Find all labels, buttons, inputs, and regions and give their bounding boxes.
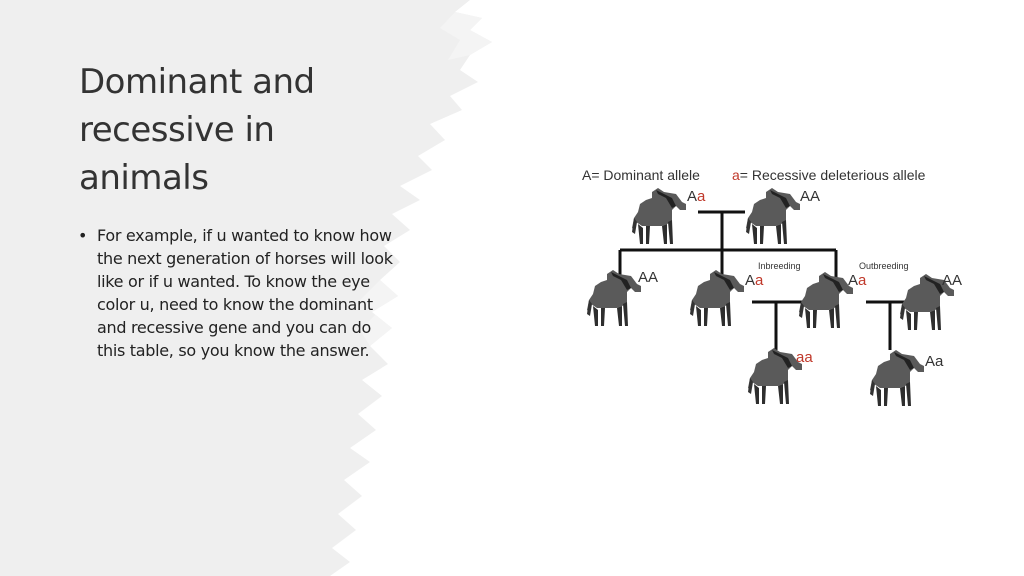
pedigree-diagram	[570, 150, 963, 420]
parent-2-genotype-upper: AA	[800, 188, 821, 205]
title-line-1: Dominant and	[79, 62, 315, 102]
offspring-horse-2-icon	[690, 270, 744, 326]
offspring-3-genotype-upper: A	[848, 272, 859, 289]
title-line-2: recessive in	[79, 110, 275, 150]
bullet-item	[76, 224, 396, 362]
bullet-text: For example, if u wanted to know how the next generation of horses will look like or if u wanted. To know the eye color u, need to know the dominant and recessive gene and you can do this table, so you know the answer.	[97, 226, 393, 360]
offspring-2-genotype-upper: A	[745, 272, 756, 289]
legend-recessive-symbol: a	[732, 167, 740, 183]
offspring-horse-3-icon	[799, 272, 853, 328]
legend-dominant	[582, 167, 700, 183]
outbreeding-label: Outbreeding	[859, 261, 909, 271]
offspring-1-genotype	[638, 269, 658, 286]
title-line-3: animals	[79, 158, 209, 198]
bullet-list	[76, 224, 396, 362]
legend-recessive-text: = Recessive deleterious allele	[739, 167, 926, 183]
outside-horse-genotype	[942, 272, 962, 289]
legend-dominant-symbol: A	[582, 167, 592, 183]
inbred-foal-genotype-lower: aa	[796, 349, 813, 366]
parent-horse-2-icon	[746, 188, 800, 244]
bullet-dot-icon: •	[78, 226, 88, 245]
offspring-1-genotype-upper: AA	[638, 269, 659, 286]
parent-horse-1-icon	[632, 188, 686, 244]
inbred-foal-icon	[748, 348, 802, 404]
offspring-3-genotype	[848, 272, 867, 289]
parent-1-genotype	[687, 188, 706, 205]
legend-dominant-text: = Dominant allele	[591, 167, 700, 183]
parent-2-genotype	[800, 188, 820, 205]
offspring-3-genotype-lower: a	[858, 272, 867, 289]
offspring-2-genotype	[745, 272, 764, 289]
outbred-foal-genotype-upper: Aa	[925, 353, 944, 370]
legend-recessive	[732, 167, 926, 183]
parent-1-genotype-lower: a	[697, 188, 706, 205]
outbred-foal-genotype	[925, 353, 944, 370]
parent-1-genotype-upper: A	[687, 188, 698, 205]
outbred-foal-icon	[870, 350, 924, 406]
offspring-horse-1-icon	[587, 270, 641, 326]
offspring-2-genotype-lower: a	[755, 272, 764, 289]
outside-horse-genotype-upper: AA	[942, 272, 963, 289]
slide-title	[79, 58, 399, 202]
inbreeding-label: Inbreeding	[758, 261, 801, 271]
inbred-foal-genotype	[796, 349, 813, 366]
